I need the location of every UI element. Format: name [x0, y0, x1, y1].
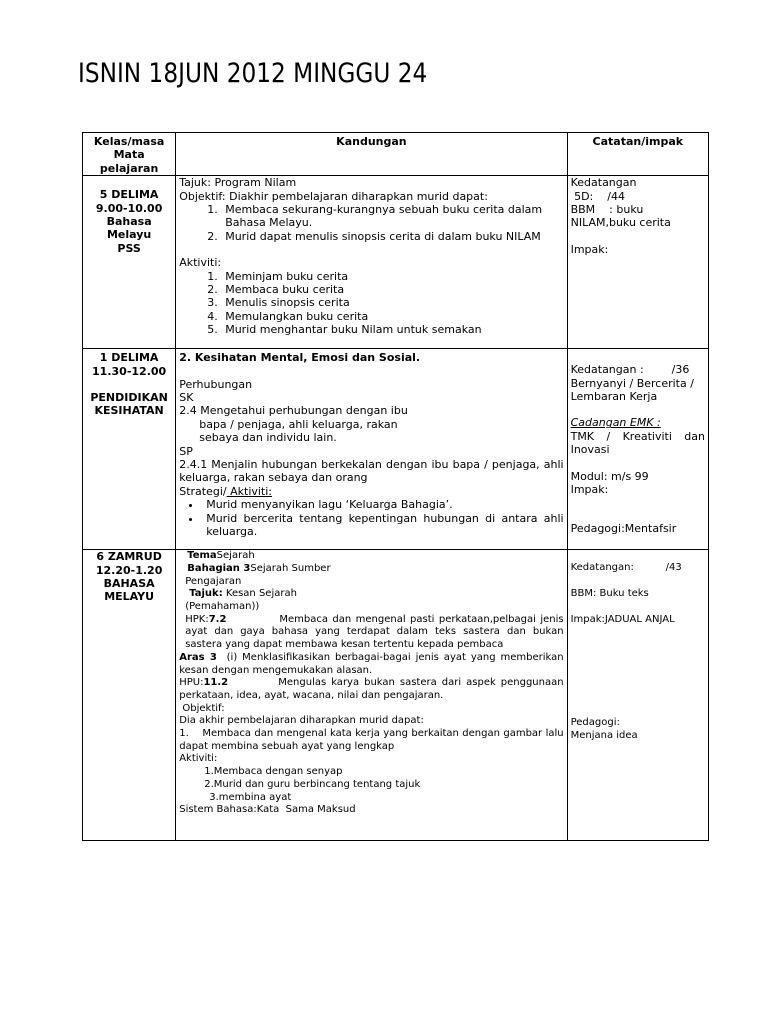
row-class-info	[83, 550, 176, 841]
list-item: 2. Membaca buku cerita	[221, 283, 563, 296]
pedagogi: Pedagogi:	[570, 717, 620, 729]
emk-label: Cadangan EMK :	[570, 416, 661, 430]
sk-text: bapa / penjaga, ahli keluarga, rakan	[199, 417, 398, 431]
tema-label: Tema	[187, 550, 217, 562]
list-item: • Murid menyanyikan lagu ‘Keluarga Bahagia’.	[202, 498, 563, 511]
bbm-value: NILAM,buku cerita	[570, 216, 671, 230]
table-header-row	[83, 133, 709, 176]
bbm: Bernyanyi / Bercerita / Lembaran Kerja	[570, 376, 694, 404]
tema-value: Sejarah	[216, 550, 255, 562]
kedatangan-value: 5D: /44	[570, 189, 625, 203]
class-name: 1 DELIMA	[99, 351, 159, 365]
list-item: 2. Murid dapat menulis sinopsis cerita di dalam buku NILAM	[221, 230, 563, 243]
sp-label: SP	[179, 444, 193, 458]
objektif-label: Objektif:	[179, 702, 225, 714]
aras-label: Aras 3	[179, 651, 217, 663]
sk-text: sebaya dan individu lain.	[199, 431, 337, 445]
strategi-label: Strategi/	[179, 484, 227, 498]
hpu-label: HPU:	[179, 677, 204, 689]
row-content	[176, 349, 567, 550]
bahagian	[179, 563, 563, 576]
perhubungan: Perhubungan	[179, 377, 253, 391]
list-item: 3.membina ayat	[209, 791, 292, 803]
subject-line: Melayu	[106, 228, 152, 242]
list-item: 5. Murid menghantar buku Nilam untuk semakan	[221, 323, 563, 336]
pedagogi-value: Menjana idea	[570, 730, 638, 742]
kedatangan: Kedatangan	[570, 176, 637, 190]
row-class-info	[83, 176, 176, 349]
hpk-text: Membaca dan mengenal pasti perkataan,pelbagai jenis ayat dan gaya bahasa yang terdapat dalam teks sastera dan bukan sastera yang dapat membawa kesan tertentu kepada pembaca	[185, 613, 564, 651]
aktiviti-label: Aktiviti:	[179, 256, 222, 270]
pemahaman: (Pemahaman))	[185, 601, 260, 613]
section-heading: 2. Kesihatan Mental, Emosi dan Sosial.	[179, 351, 421, 365]
pedagogi: Pedagogi:Mentafsir	[570, 522, 677, 536]
table-row	[83, 550, 709, 841]
row-content	[176, 176, 567, 349]
list-item: 1. Meminjam buku cerita	[221, 270, 563, 283]
row-class-info	[83, 349, 176, 550]
hpu-text: Mengulas karya bukan sastera dari aspek penggunaan perkataan, idea, ayat, wacana, nilai dan pengajaran.	[179, 677, 564, 701]
list-item: 1.Membaca dengan senyap	[204, 766, 343, 778]
list-item: 2.Murid dan guru berbincang tentang tajuk	[204, 778, 421, 790]
bahagian-value: Sejarah Sumber	[250, 562, 331, 574]
aras	[179, 652, 563, 677]
kedatangan: Kedatangan: /43	[570, 562, 682, 574]
kedatangan: Kedatangan : /36	[570, 363, 690, 377]
hpu	[179, 677, 563, 702]
row-notes	[567, 550, 708, 841]
list-item: 4. Memulangkan buku cerita	[221, 310, 563, 323]
emk-value: TMK / Kreativiti dan Inovasi	[570, 429, 705, 457]
aras-text: (i) Menklasifikasikan berbagai-bagai jenis ayat yang memberikan kesan dengan mengemukakan alasan.	[179, 651, 564, 676]
bbm: BBM: Buku teks	[570, 587, 649, 599]
aktiviti-bullets	[179, 498, 563, 538]
hpu-number: 11.2	[203, 677, 229, 689]
subject-line: Bahasa	[106, 215, 152, 229]
sk-text: 2.4 Mengetahui perhubungan dengan ibu	[179, 404, 408, 418]
lesson-plan-table	[82, 132, 709, 841]
row-content	[176, 550, 567, 841]
table-row	[83, 176, 709, 349]
header-kelas: Kelas/masa Mata pelajaran	[83, 133, 176, 176]
hpk-label: HPK:	[185, 613, 209, 625]
sk-label: SK	[179, 391, 194, 405]
tajuk-value: Kesan Sejarah	[222, 588, 297, 600]
objektif-list	[179, 203, 563, 243]
class-name: 5 DELIMA	[99, 188, 159, 202]
subject-line: PENDIDIKAN	[90, 391, 168, 405]
subject-line: PSS	[117, 241, 141, 255]
row-notes	[567, 349, 708, 550]
subject-line: KESIHATAN	[94, 404, 164, 418]
bbm: BBM : buku	[570, 203, 644, 217]
aktiviti-label: Aktiviti:	[226, 484, 273, 498]
objektif: Objektif: Diakhir pembelajaran diharapkan murid dapat:	[179, 189, 488, 203]
impak: Impak:	[570, 483, 609, 497]
sp-text: 2.4.1 Menjalin hubungan berkekalan dengan ibu bapa / penjaga, ahli keluarga, rakan sebaya dan orang	[179, 458, 564, 485]
tema	[179, 550, 563, 563]
subject-line: BAHASA	[103, 577, 155, 591]
tajuk-label: Tajuk:	[189, 588, 223, 600]
aktiviti-label: Aktiviti:	[179, 753, 218, 765]
sistem-bahasa: Sistem Bahasa:Kata Sama Maksud	[179, 804, 356, 816]
list-item: 1. Membaca sekurang-kurangnya sebuah buku cerita dalam Bahasa Melayu.	[221, 203, 563, 230]
table-row	[83, 349, 709, 550]
class-time: 11.30-12.00	[92, 364, 167, 378]
modul: Modul: m/s 99	[570, 469, 649, 483]
tajuk	[179, 588, 563, 601]
page-title: ISNIN 18JUN 2012 MINGGU 24	[78, 58, 428, 89]
pengajaran: Pengajaran	[185, 575, 242, 587]
subject-line: MELAYU	[104, 590, 155, 604]
class-time: 9.00-10.00	[95, 201, 163, 215]
aktiviti-list	[179, 270, 563, 337]
header-catatan: Catatan/impak	[567, 133, 708, 176]
class-time: 12.20-1.20	[95, 563, 163, 577]
hpk-number: 7.2	[208, 613, 227, 625]
objektif-text: Dia akhir pembelajaran diharapkan murid dapat:	[179, 715, 424, 727]
impak: Impak:JADUAL ANJAL	[570, 613, 675, 625]
impak: Impak:	[570, 242, 609, 256]
bahagian-label: Bahagian 3	[187, 562, 251, 574]
hpk	[179, 614, 563, 652]
header-kandungan: Kandungan	[176, 133, 567, 176]
list-item: • Murid bercerita tentang kepentingan hubungan di antara ahli keluarga.	[202, 512, 563, 539]
list-item: 3. Menulis sinopsis cerita	[221, 296, 563, 309]
tajuk: Tajuk: Program Nilam	[179, 176, 297, 190]
row-notes	[567, 176, 708, 349]
objektif-item: 1. Membaca dan mengenal kata kerja yang berkaitan dengan gambar lalu dapat membina sebuah ayat yang lengkap	[179, 728, 567, 752]
strategi	[179, 485, 563, 498]
class-name: 6 ZAMRUD	[96, 550, 162, 564]
